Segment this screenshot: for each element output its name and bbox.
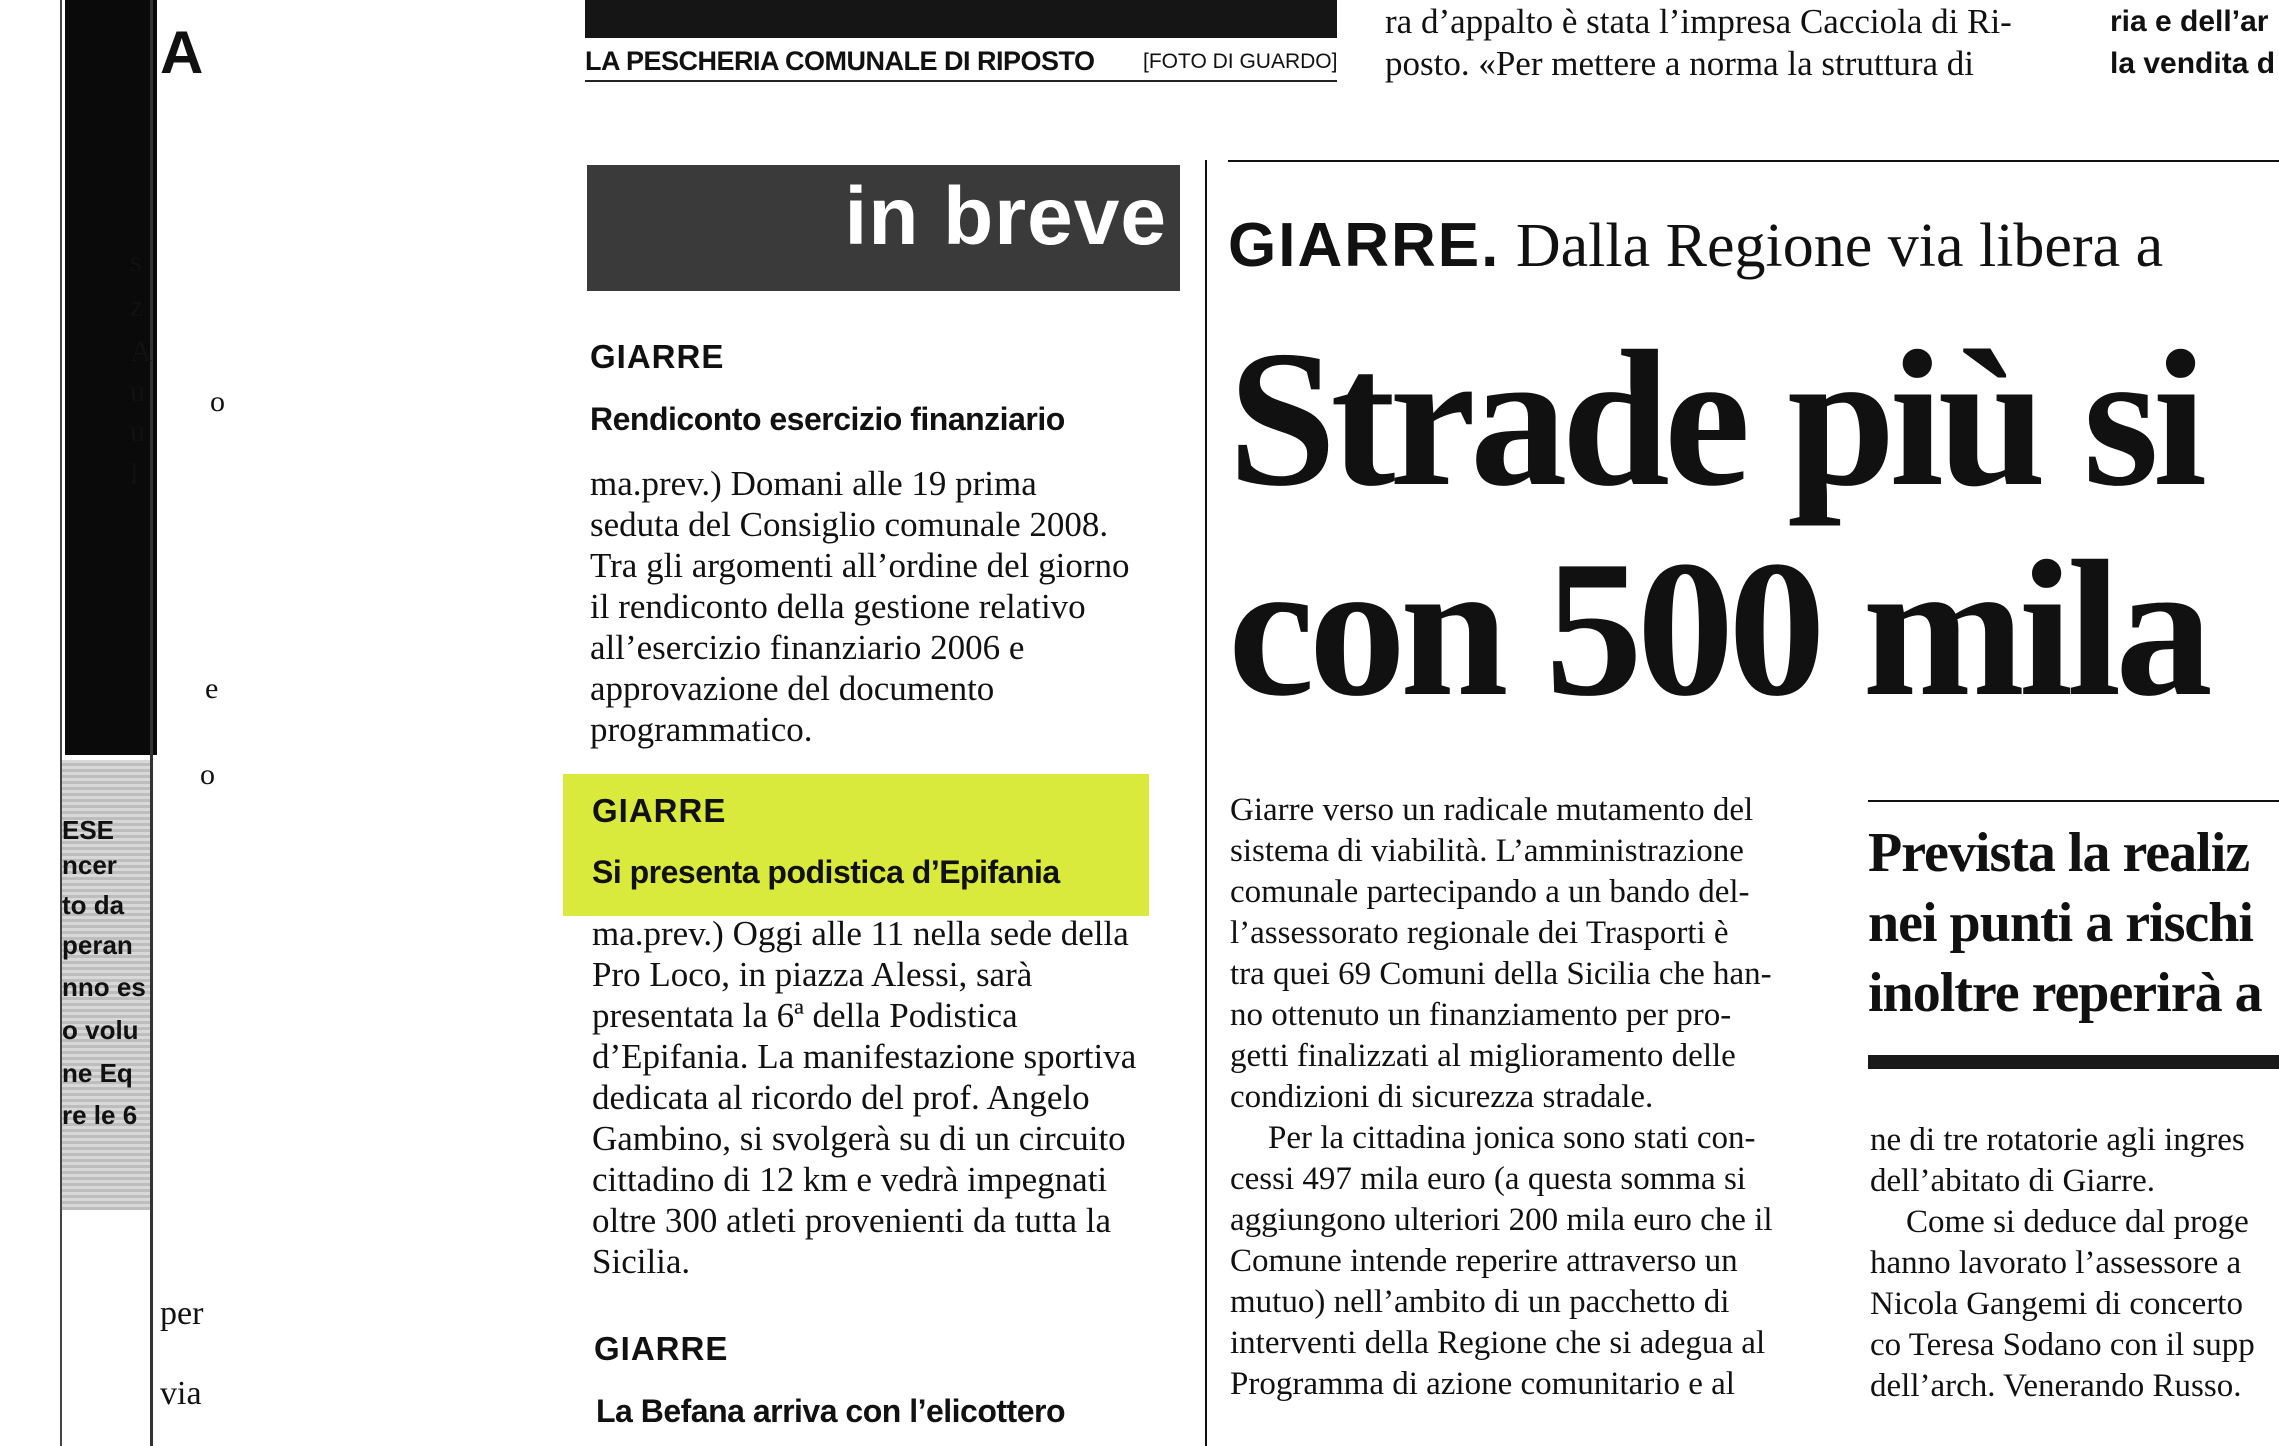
left-letter: l bbox=[130, 458, 139, 491]
brief-body-line: ma.prev.) Domani alle 19 prima bbox=[590, 464, 1037, 503]
article-column-2 bbox=[1870, 1120, 2255, 1407]
article-line: tra quei 69 Comuni della Sicilia che han- bbox=[1230, 956, 1772, 992]
brief-body-line: seduta del Consiglio comunale 2008. bbox=[590, 505, 1109, 544]
article-line: Programma di azione comunitario e al bbox=[1230, 1366, 1735, 1402]
photo-caption: LA PESCHERIA COMUNALE DI RIPOSTO bbox=[585, 46, 1095, 76]
article-line: comunale partecipando a un bando del- bbox=[1230, 874, 1750, 910]
brief-body-line: Sicilia. bbox=[592, 1242, 691, 1281]
subhead-bottom-bar bbox=[1868, 1055, 2279, 1069]
left-line: ESE bbox=[62, 815, 115, 845]
article-kicker-text: Dalla Regione via libera a bbox=[1515, 212, 2164, 280]
brief-body bbox=[592, 913, 1192, 1282]
article-line: condizioni di sicurezza stradale. bbox=[1230, 1079, 1654, 1115]
left-letter: e bbox=[205, 672, 219, 705]
brief-body-line: presentata la 6ª della Podistica bbox=[592, 996, 1018, 1035]
article-line: dell’abitato di Giarre. bbox=[1870, 1163, 2155, 1199]
article-line: l’assessorato regionale dei Trasporti è bbox=[1230, 915, 1729, 951]
column-divider bbox=[1205, 160, 1207, 1446]
caption-rule bbox=[585, 80, 1337, 82]
article-line: no ottenuto un finanziamento per pro- bbox=[1230, 997, 1732, 1033]
brief-body-line: il rendiconto della gestione relativo bbox=[590, 587, 1086, 626]
brief-body-line: oltre 300 atleti provenienti da tutta la bbox=[592, 1201, 1112, 1240]
article-kicker bbox=[1228, 210, 2163, 282]
left-line: o volu bbox=[62, 1015, 139, 1045]
left-letter: u bbox=[130, 375, 145, 408]
brief-headline: Rendiconto esercizio finanziario bbox=[590, 401, 1065, 437]
article-line: Per la cittadina jonica sono stati con- bbox=[1268, 1120, 1756, 1156]
article-subhead-line: Prevista la realiz bbox=[1868, 822, 2250, 884]
left-line: peran bbox=[62, 930, 133, 960]
brief-body-line: d’Epifania. La manifestazione sportiva bbox=[592, 1037, 1137, 1076]
brief-body-line: Gambino, si svolgerà su di un circuito bbox=[592, 1119, 1126, 1158]
brief-headline: Si presenta podistica d’Epifania bbox=[592, 854, 1060, 890]
article-line: Come si deduce dal proge bbox=[1906, 1204, 2249, 1240]
brief-kicker: GIARRE bbox=[590, 338, 725, 375]
brief-body bbox=[590, 463, 1190, 750]
article-line: getti finalizzati al miglioramento delle bbox=[1230, 1038, 1736, 1074]
article-line: interventi della Regione che si adegua al bbox=[1230, 1325, 1766, 1361]
left-letter: o bbox=[200, 758, 215, 791]
subhead-rule bbox=[1868, 800, 2279, 802]
left-letter: A bbox=[130, 335, 152, 368]
tear-edge-left bbox=[60, 0, 62, 1446]
left-line: ne Eq bbox=[62, 1058, 133, 1088]
article-line: aggiungono ulteriori 200 mila euro che il bbox=[1230, 1202, 1773, 1238]
article-line: ne di tre rotatorie agli ingres bbox=[1870, 1122, 2245, 1158]
article-headline-line: Strade più si bbox=[1228, 311, 2202, 527]
top-column-line: posto. «Per mettere a norma la struttura di bbox=[1385, 44, 1975, 83]
left-letter: u bbox=[130, 415, 145, 448]
article-column-1 bbox=[1230, 790, 1826, 1405]
article-headline-line: con 500 mila bbox=[1228, 521, 2207, 737]
brief-headline: La Befana arriva con l’elicottero bbox=[596, 1393, 1065, 1429]
left-line: re le 6 bbox=[62, 1100, 138, 1130]
brief-body-line: Pro Loco, in piazza Alessi, sarà bbox=[592, 955, 1033, 994]
photo-credit: [FOTO DI GUARDO] bbox=[1143, 50, 1338, 73]
photo-fragment bbox=[585, 0, 1337, 38]
article-line: Nicola Gangemi di concerto bbox=[1870, 1286, 2243, 1322]
tear-edge-right bbox=[150, 0, 153, 1446]
article-top-rule bbox=[1228, 160, 2279, 162]
brief-body-line: Tra gli argomenti all’ordine del giorno bbox=[590, 546, 1130, 585]
brief-body-line: cittadino di 12 km e vedrà impegnati bbox=[592, 1160, 1108, 1199]
in-breve-title: in breve bbox=[844, 171, 1167, 262]
article-subhead-line: nei punti a rischi bbox=[1868, 892, 2253, 954]
left-line: per bbox=[160, 1295, 204, 1332]
article-line: dell’arch. Venerando Russo. bbox=[1870, 1368, 2242, 1404]
brief-body-line: dedicata al ricordo del prof. Angelo bbox=[592, 1078, 1090, 1117]
left-letter: o bbox=[210, 385, 225, 418]
left-fragment-top: A bbox=[160, 19, 204, 86]
left-line: ncer bbox=[62, 850, 117, 880]
article-line: Comune intende reperire attraverso un bbox=[1230, 1243, 1738, 1279]
article-line: Giarre verso un radicale mutamento del bbox=[1230, 792, 1754, 828]
article-line: hanno lavorato l’assessore a bbox=[1870, 1245, 2242, 1281]
left-letter: s bbox=[130, 245, 142, 278]
top-column-line: ra d’appalto è stata l’impresa Cacciola di Ri- bbox=[1385, 2, 2012, 41]
brief-kicker: GIARRE bbox=[594, 1330, 729, 1367]
brief-kicker: GIARRE bbox=[592, 792, 727, 829]
article-line: co Teresa Sodano con il supp bbox=[1870, 1327, 2255, 1363]
left-line: to da bbox=[62, 890, 125, 920]
article-line: mutuo) nell’ambito di un pacchetto di bbox=[1230, 1284, 1730, 1320]
brief-body-line: ma.prev.) Oggi alle 11 nella sede della bbox=[592, 914, 1129, 953]
article-subhead-line: inoltre reperirà a bbox=[1868, 962, 2262, 1024]
top-right-line: ria e dell’ar bbox=[2110, 5, 2269, 38]
brief-body-line: all’esercizio finanziario 2006 e bbox=[590, 628, 1025, 667]
left-line: nno es bbox=[62, 972, 146, 1002]
brief-body-line: approvazione del documento bbox=[590, 669, 995, 708]
article-line: sistema di viabilità. L’amministrazione bbox=[1230, 833, 1744, 869]
top-right-line: la vendita d bbox=[2110, 47, 2276, 80]
left-letter: z bbox=[130, 290, 144, 323]
article-kicker-location: GIARRE. bbox=[1228, 211, 1501, 280]
left-line: via bbox=[160, 1375, 202, 1412]
brief-body-line: programmatico. bbox=[590, 710, 813, 749]
article-line: cessi 497 mila euro (a questa somma si bbox=[1230, 1161, 1746, 1197]
